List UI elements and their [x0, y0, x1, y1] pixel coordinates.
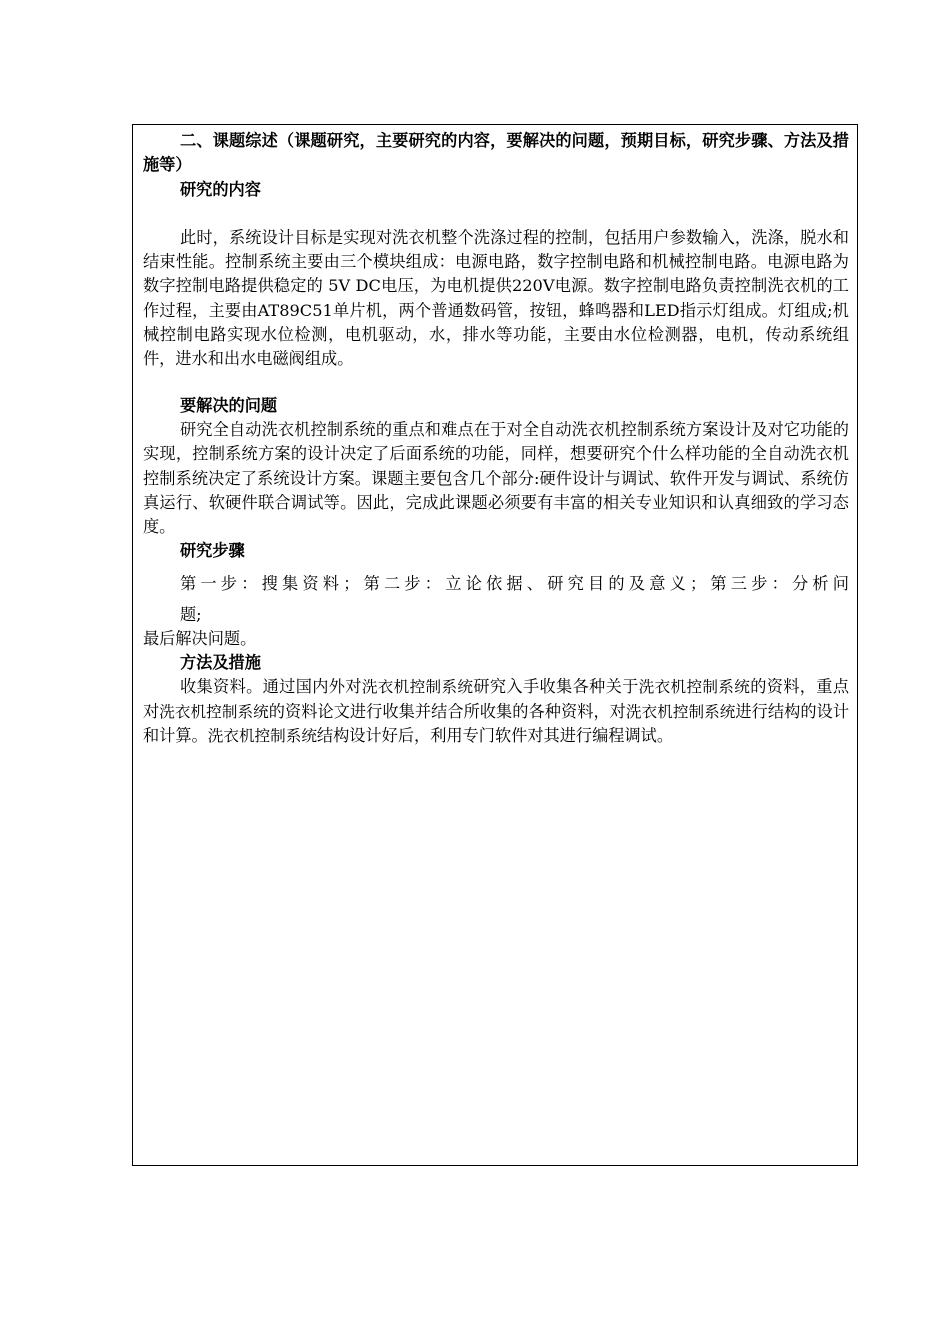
document-table-cell: [132, 124, 858, 1166]
problems-title: 要解决的问题: [180, 395, 278, 415]
document-content: [143, 129, 849, 748]
section-heading: 二、课题综述（课题研究，主要研究的内容，要解决的问题，预期目标，研究步骤、方法及措施等）: [143, 131, 849, 175]
methods-text-2: 研究入手收集各种关于: [473, 677, 639, 697]
research-content-body: 此时，系统设计目标是实现对洗衣机整个洗涤过程的控制，包括用户参数输入，洗涤，脱水和结束性能。控制系统主要由三个模块组成：电源电路，数字控制电路和机械控制电路。电源电路为数字控制电路提供稳定的 5V DC电压，为电机提供220V电源。数字控制电路负责控制洗衣机的工作过程，主要由AT89C51单片机，两个普通数码管，按钮，蜂鸣器和LED指示灯组成。灯组成;机械控制电路实现水位检测，电机驱动，水，排水等功能，主要由水位检测器，电机，传动系统组件，进水和出水电磁阀组成。: [143, 227, 849, 369]
methods-text-1: 收集资料。通过国内外对: [180, 677, 362, 697]
research-content-title: 研究的内容: [180, 179, 261, 199]
methods-keyword-5: 洗衣机控制系统: [207, 726, 317, 745]
methods-text-6: 结构设计好后，利用专门软件对其进行编程调试。: [316, 725, 674, 745]
methods-title: 方法及措施: [180, 653, 261, 673]
methods-keyword-3: 洗衣机控制系统: [159, 702, 269, 721]
methods-keyword-2: 洗衣机控制系统: [638, 678, 751, 697]
steps-title: 研究步骤: [180, 541, 245, 561]
methods-body: [143, 675, 849, 748]
steps-line-3: 最后解决问题。: [143, 628, 257, 648]
methods-keyword-1: 洗衣机控制系统: [361, 678, 474, 697]
methods-text-3: 的资料，重点对: [143, 677, 850, 721]
methods-text-5: 进行结构的设计和计算。: [143, 701, 850, 745]
methods-text-4: 的资料论文进行收集并结合所收集的各种资料，对: [268, 701, 626, 721]
methods-keyword-4: 洗衣机控制系统: [625, 702, 736, 721]
steps-line-1: 第一步：搜集资料；第二步：立论依据、研究目的及意义；第三步：分析问: [180, 573, 849, 593]
steps-line-2: 题;: [180, 604, 202, 624]
problems-body: 研究全自动洗衣机控制系统的重点和难点在于对全自动洗衣机控制系统方案设计及对它功能的实现，控制系统方案的设计决定了后面系统的功能，同样，想要研究个什么样功能的全自动洗衣机控制系统决定了系统设计方案。课题主要包含几个部分:硬件设计与调试、软件开发与调试、系统仿真运行、软硬件联合调试等。因此，完成此课题必须要有丰富的相关专业知识和认真细致的学习态度。: [143, 419, 849, 537]
